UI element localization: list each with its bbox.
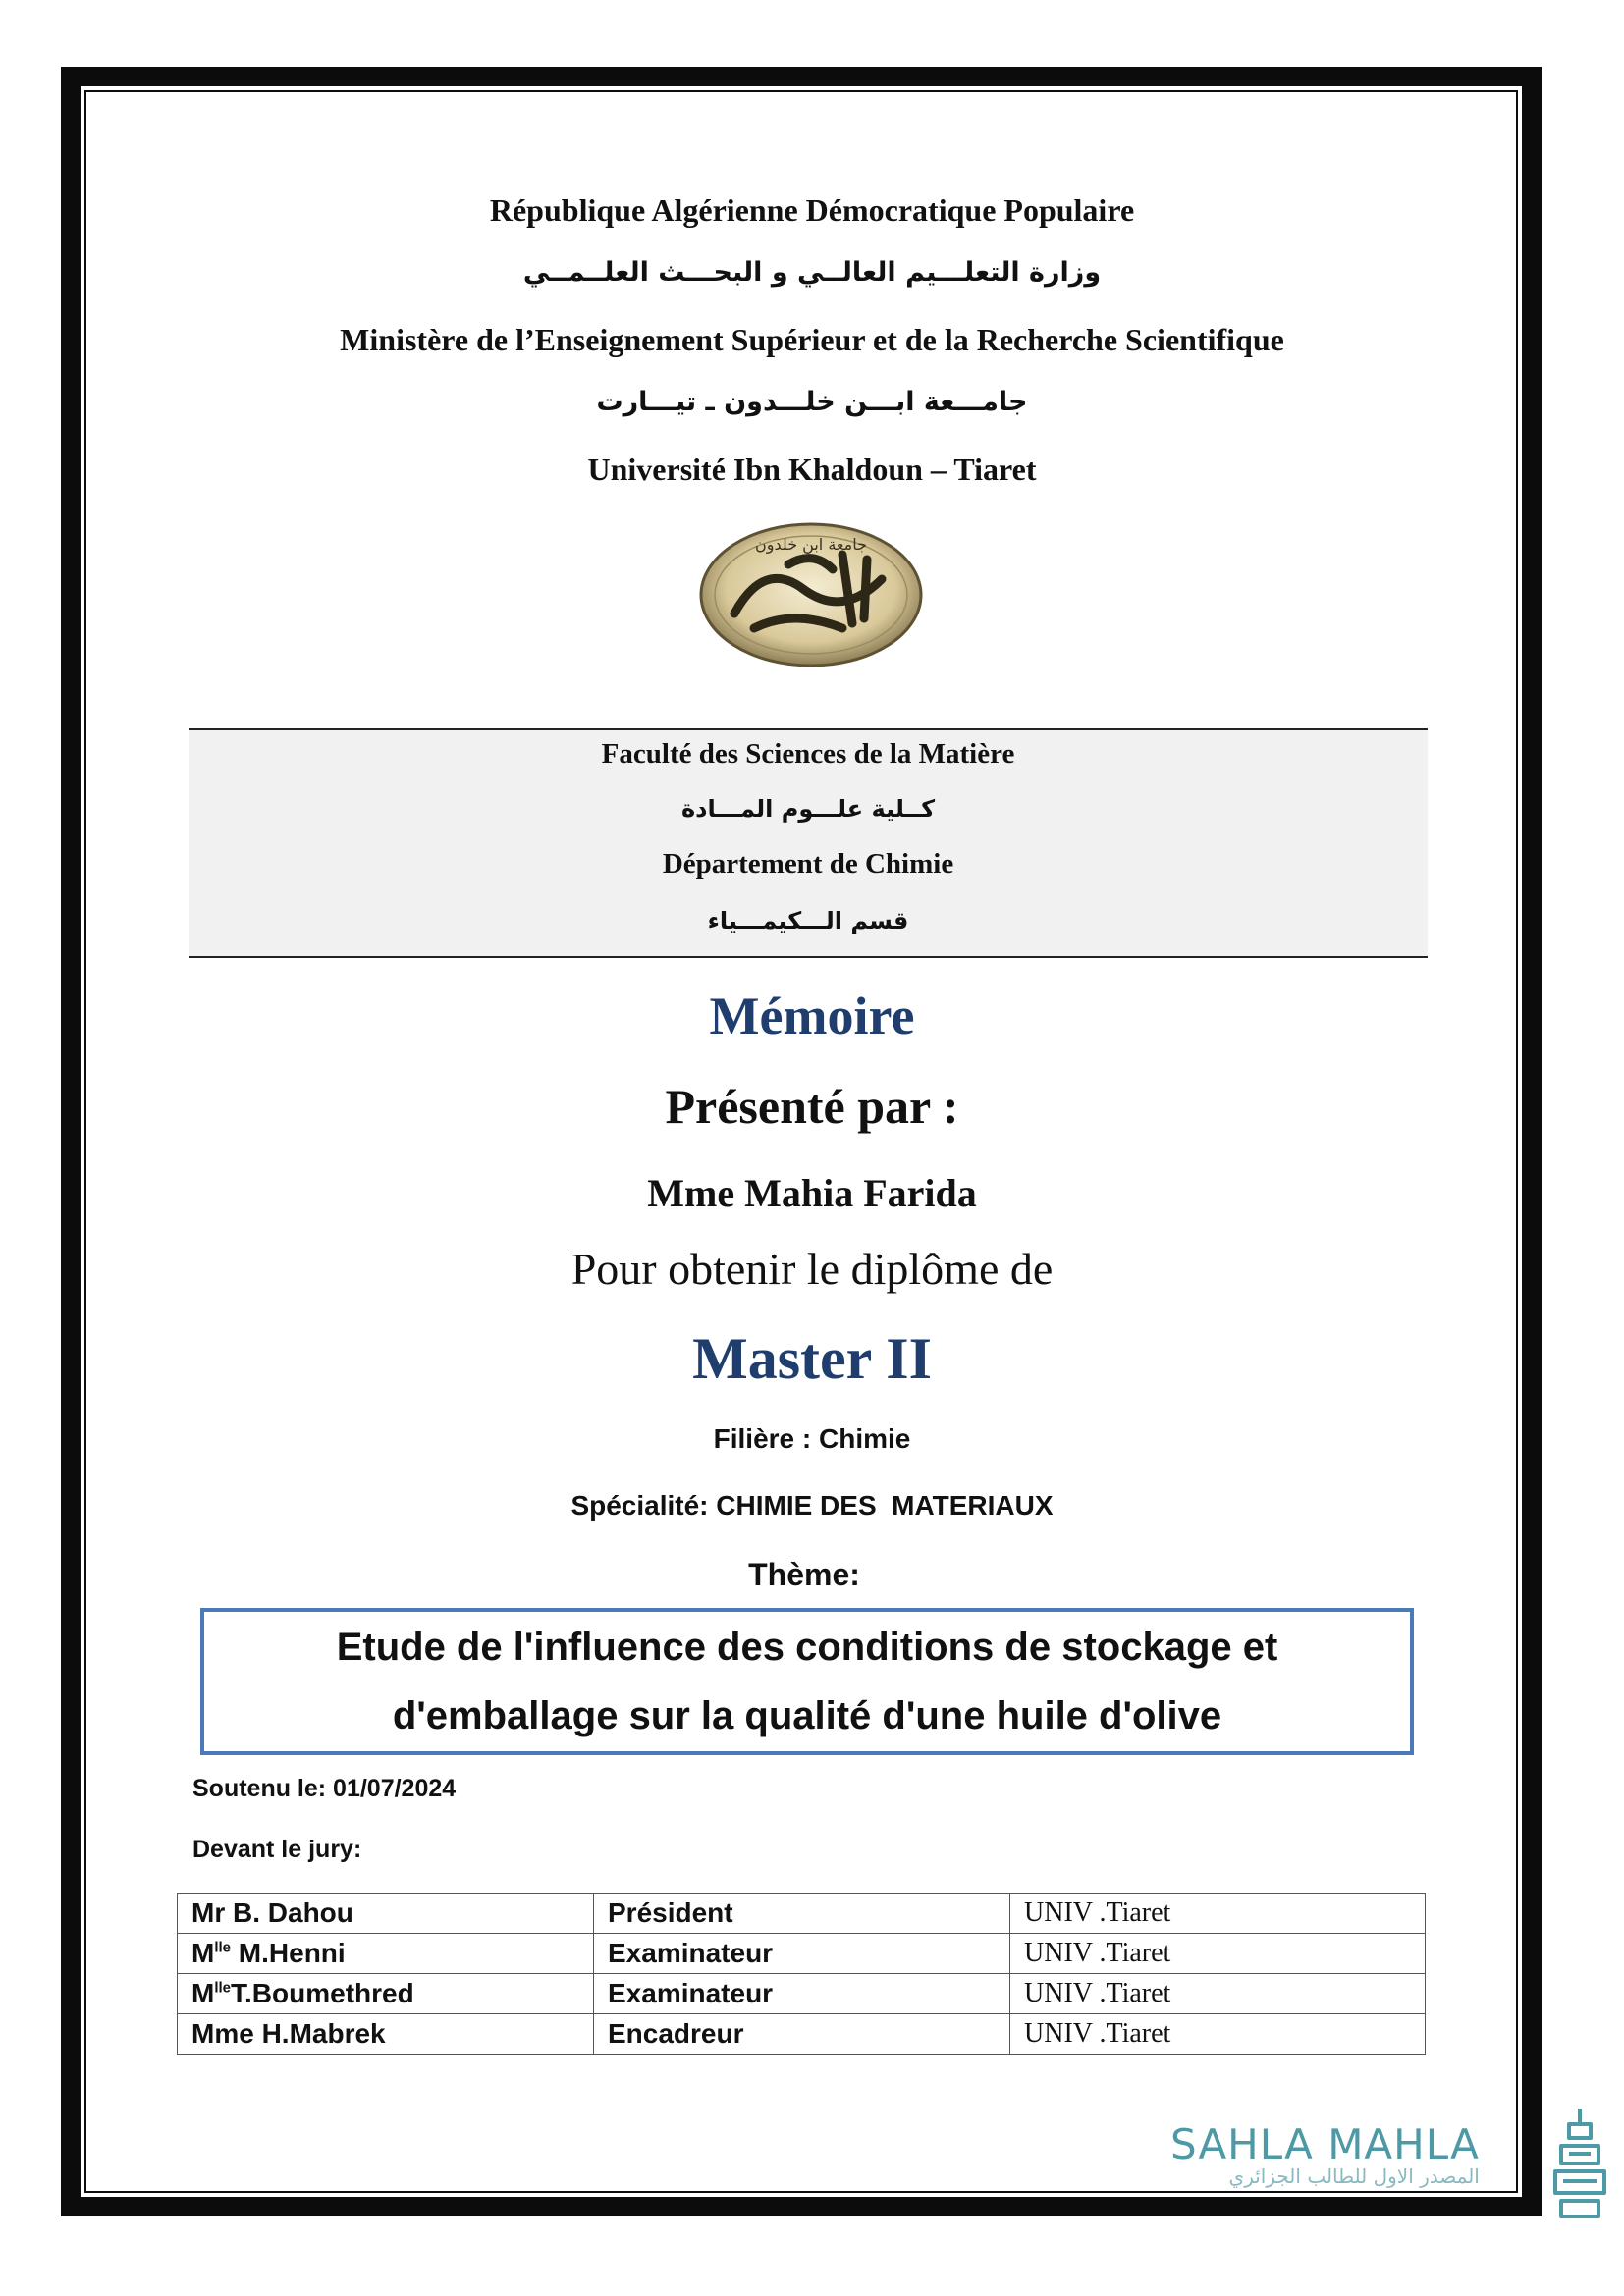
jury-member-name: $M^{lle}$ M.Henni xyxy=(178,1934,594,1974)
university-seal-logo xyxy=(695,520,927,669)
degree-name: Master II xyxy=(692,1326,932,1391)
defense-date: Soutenu le: 01/07/2024 xyxy=(192,1775,457,1802)
jury-member-role: Examinateur xyxy=(594,1934,1010,1974)
diploma-intro: Pour obtenir le diplôme de xyxy=(570,1244,1054,1294)
presented-by: Présenté par : xyxy=(665,1079,959,1134)
table-row xyxy=(178,1894,1426,1934)
sahla-mahla-logo-icon xyxy=(1549,2103,1610,2220)
jury-member-name: Mr B. Dahou xyxy=(178,1894,594,1934)
thesis-title-line-1: Etude de l'influence des conditions de stockage et xyxy=(336,1626,1278,1669)
faculty-name-arabic: كــلية علـــوم المـــادة xyxy=(680,795,936,823)
jury-member-name: $M^{lle}T.Boumethred$ xyxy=(178,1974,594,2014)
department-name: Département de Chimie xyxy=(662,848,954,880)
jury-member-affiliation: UNIV .Tiaret xyxy=(1010,1934,1426,1974)
jury-table xyxy=(177,1893,1426,2055)
university-name: Université Ibn Khaldoun – Tiaret xyxy=(587,452,1037,487)
ministry-name-arabic: وزارة التعلـــيم العالــي و البحـــث العلــمــي xyxy=(522,257,1102,288)
author-name: Mme Mahia Farida xyxy=(647,1171,977,1215)
jury-member-role: Examinateur xyxy=(594,1974,1010,2014)
jury-label: Devant le jury: xyxy=(192,1836,362,1863)
jury-member-affiliation: UNIV .Tiaret xyxy=(1010,1974,1426,2014)
document-type: Mémoire xyxy=(709,987,915,1045)
republic-name: République Algérienne Démocratique Populaire xyxy=(489,192,1135,228)
ministry-name: Ministère de l’Enseignement Supérieur et de la Recherche Scientifique xyxy=(340,322,1284,357)
watermark-subtitle: المصدر الاول للطالب الجزائري xyxy=(1228,2164,1480,2188)
thesis-title-line-2: d'emballage sur la qualité d'une huile d'olive xyxy=(392,1694,1222,1737)
watermark-title: SAHLA MAHLA xyxy=(1170,2120,1480,2168)
faculty-name: Faculté des Sciences de la Matière xyxy=(601,738,1015,770)
table-row xyxy=(178,1974,1426,2014)
jury-member-name: Mme H.Mabrek xyxy=(178,2014,594,2055)
jury-member-role: Président xyxy=(594,1894,1010,1934)
jury-member-affiliation: UNIV .Tiaret xyxy=(1010,1894,1426,1934)
faculty-banner xyxy=(189,728,1428,958)
table-row xyxy=(178,1934,1426,1974)
jury-member-role: Encadreur xyxy=(594,2014,1010,2055)
jury-member-affiliation: UNIV .Tiaret xyxy=(1010,2014,1426,2055)
svg-text:جامعة ابن خلدون: جامعة ابن خلدون xyxy=(755,535,867,554)
table-row xyxy=(178,2014,1426,2055)
field-of-study: Filière : Chimie xyxy=(713,1423,911,1454)
university-name-arabic: جامـــعة ابـــن خلـــدون ـ تيـــارت xyxy=(596,387,1028,417)
specialty: Spécialité: CHIMIE DES MATERIAUX xyxy=(570,1490,1054,1521)
department-name-arabic: قسم الـــكيمـــياء xyxy=(707,907,909,934)
watermark xyxy=(1170,2120,1480,2188)
thesis-theme-box xyxy=(200,1608,1414,1755)
theme-label: Thème: xyxy=(748,1557,860,1592)
